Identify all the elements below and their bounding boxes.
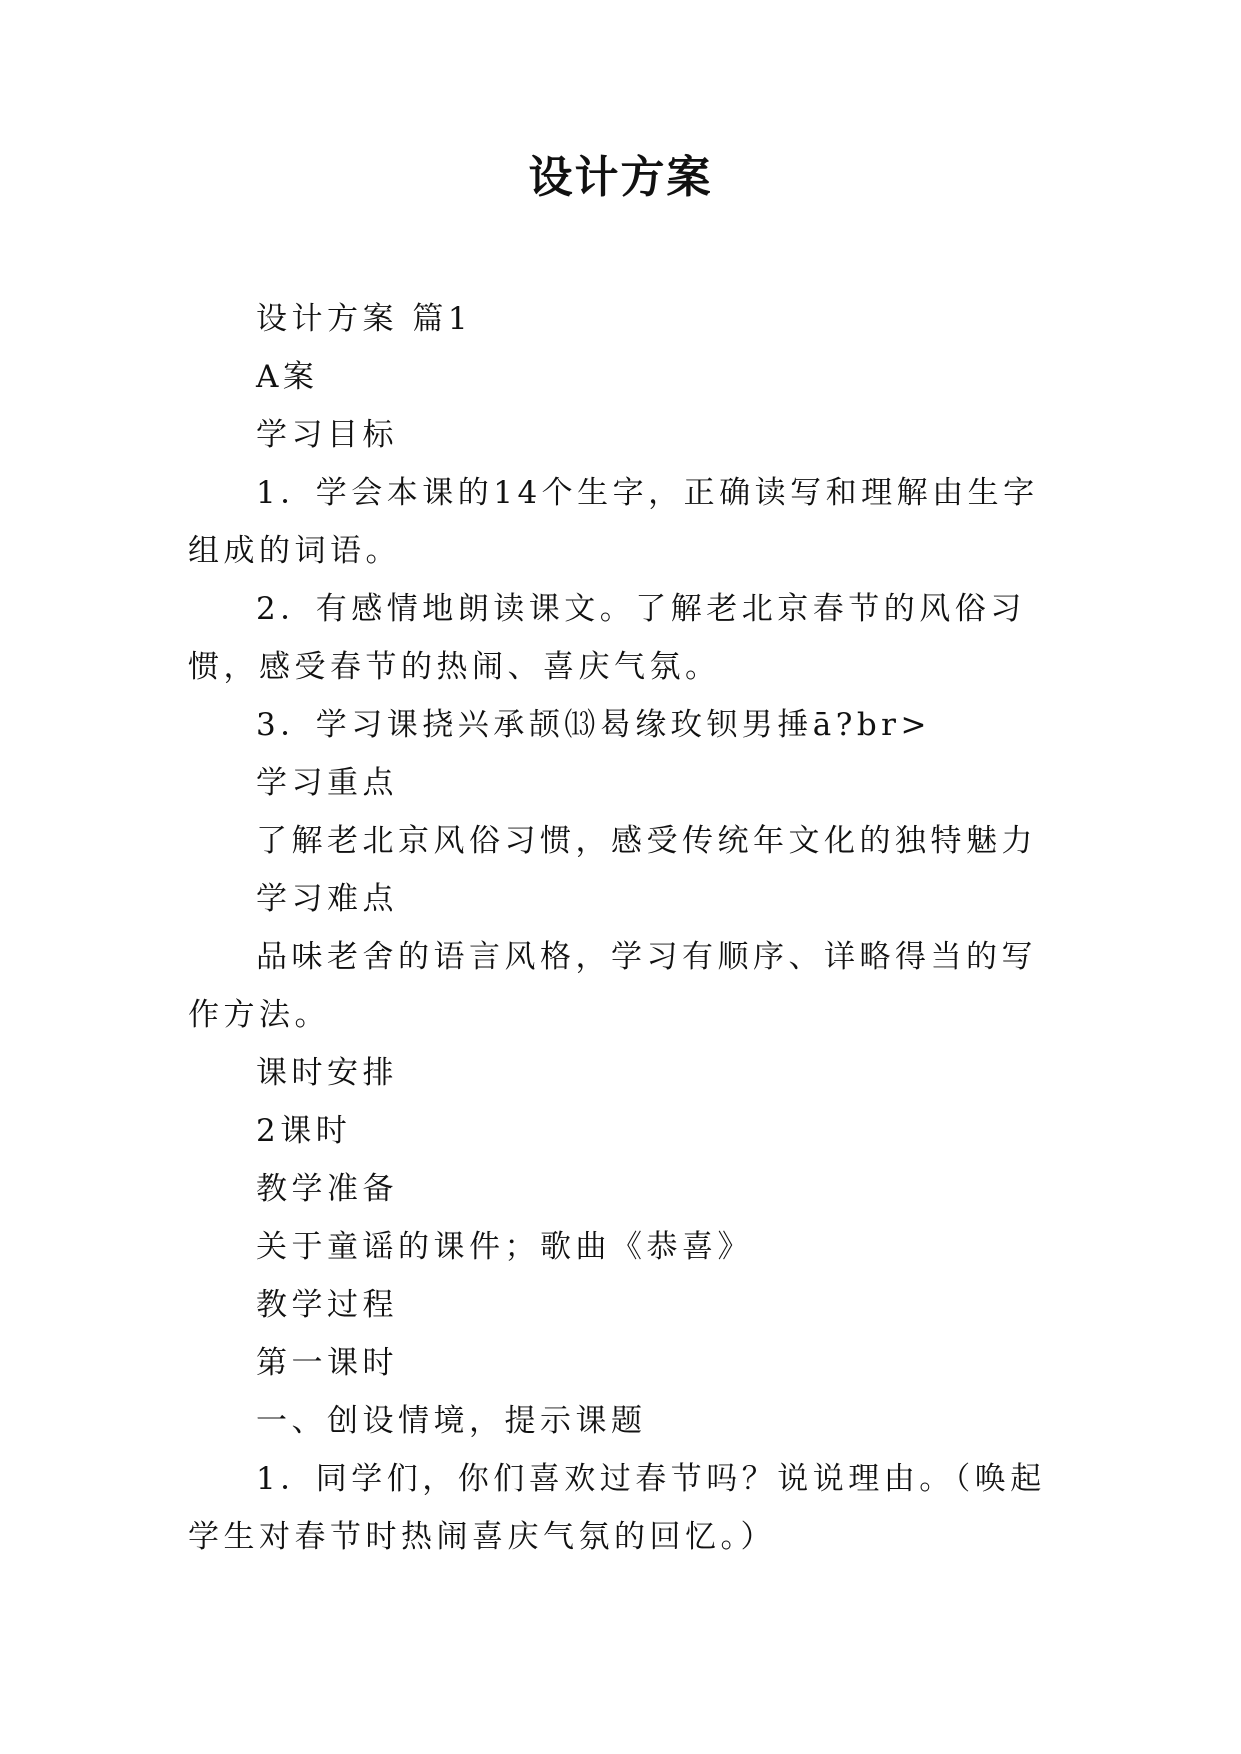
plan-label: A案	[256, 359, 319, 395]
learning-goals-heading: 学习目标	[256, 417, 398, 453]
schedule-heading: 课时安排	[256, 1055, 398, 1091]
lesson-heading: 第一课时	[256, 1345, 398, 1381]
process-heading: 教学过程	[256, 1287, 398, 1323]
learning-goal-2: 2．有感情地朗读课文。了解老北京春节的风俗习惯，感受春节的热闹、喜庆气氛。	[188, 591, 1026, 685]
preparation-heading: 教学准备	[256, 1171, 398, 1207]
document-title: 设计方案	[528, 152, 713, 203]
document-body	[188, 290, 1058, 1566]
section-heading: 设计方案 篇1	[256, 301, 473, 337]
schedule-text: 2课时	[256, 1113, 352, 1149]
step-heading: 一、创设情境，提示课题	[256, 1403, 647, 1439]
difficulties-heading: 学习难点	[256, 881, 398, 917]
learning-goal-1: 1．学会本课的14个生字，正确读写和理解由生字组成的词语。	[188, 475, 1039, 569]
difficulties-text: 品味老舍的语言风格，学习有顺序、详略得当的写作方法。	[188, 939, 1037, 1033]
key-points-heading: 学习重点	[256, 765, 398, 801]
preparation-text: 关于童谣的课件；歌曲《恭喜》	[256, 1229, 753, 1265]
key-points-text: 了解老北京风俗习惯，感受传统年文化的独特魅力	[256, 823, 1037, 859]
learning-goal-3: 3．学习课挠兴承颉⒀曷缘玫钡男捶ā?br>	[256, 707, 931, 743]
step-item-1: 1．同学们，你们喜欢过春节吗？说说理由。（唤起学生对春节时热闹喜庆气氛的回忆。）	[188, 1461, 1046, 1555]
